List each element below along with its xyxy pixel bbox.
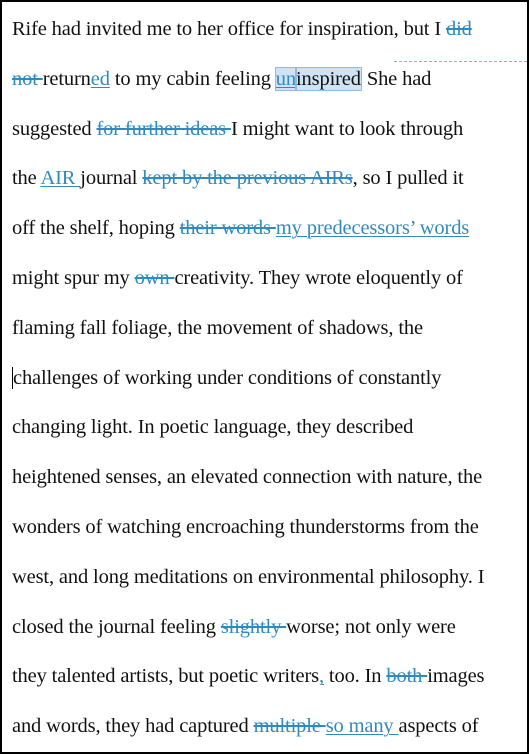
inserted-text[interactable]: , xyxy=(318,665,324,688)
deleted-text[interactable]: not xyxy=(12,67,43,90)
text-run: changing light. In poetic language, they described xyxy=(12,416,414,439)
text-run: might spur my xyxy=(12,267,135,289)
document-line xyxy=(12,114,463,144)
text-run: closed the journal feeling xyxy=(12,615,221,638)
text-run: flaming fall foliage, the movement of shadows, the xyxy=(12,316,423,339)
document-line xyxy=(12,213,469,243)
deleted-text[interactable]: both xyxy=(386,665,428,688)
selected-text[interactable]: inspired xyxy=(296,67,361,90)
inserted-text[interactable]: ed xyxy=(90,67,110,90)
document-line xyxy=(12,263,463,293)
text-run: wonders of watching encroaching thunderstorms from the xyxy=(12,516,479,538)
deleted-text[interactable]: did xyxy=(445,18,472,40)
document-line xyxy=(12,661,484,691)
deleted-text[interactable]: own xyxy=(134,267,175,289)
text-run: return xyxy=(42,67,91,90)
deleted-text[interactable]: their words xyxy=(179,217,276,240)
deleted-text[interactable]: kept by the previous AIRs xyxy=(142,167,353,190)
inserted-text[interactable]: my predecessors’ words xyxy=(275,217,470,240)
text-run: the xyxy=(12,167,41,190)
text-run: worse; not only were xyxy=(286,615,456,638)
document-line xyxy=(12,711,478,741)
document-line xyxy=(12,64,431,94)
text-run: , so I pulled it xyxy=(352,167,464,190)
text-run: journal xyxy=(80,167,143,190)
document-line xyxy=(12,462,482,492)
text-run: I might want to look through xyxy=(230,117,464,140)
text-run: images xyxy=(427,665,485,688)
text-run: and words, they had captured xyxy=(12,715,254,738)
deleted-text[interactable]: slightly xyxy=(220,615,287,638)
text-run: She had xyxy=(361,67,432,90)
document-line xyxy=(12,163,464,193)
document-line xyxy=(12,562,484,592)
inserted-text[interactable]: AIR xyxy=(40,167,81,190)
document-line xyxy=(12,14,472,44)
document-line xyxy=(12,363,441,393)
text-run: Rife had invited me to her office for inspiration, but I xyxy=(12,18,446,40)
text-run: creativity. They wrote eloquently of xyxy=(174,267,463,289)
inserted-text[interactable]: so many xyxy=(325,715,399,738)
text-run: to my cabin feeling xyxy=(109,67,276,90)
text-run: aspects of xyxy=(398,715,479,738)
text-run: heightened senses, an elevated connection with nature, the xyxy=(12,466,483,489)
document-line xyxy=(12,512,479,542)
text-run: suggested xyxy=(12,117,97,140)
text-run: challenges of working under conditions of constantly xyxy=(13,366,442,389)
text-run: west, and long meditations on environmental philosophy. I xyxy=(12,565,485,588)
text-run: off the shelf, hoping xyxy=(12,217,180,240)
text-run: too. In xyxy=(323,665,387,688)
document-line xyxy=(12,612,456,642)
deleted-text[interactable]: for further ideas xyxy=(96,117,231,140)
deleted-text[interactable]: multiple xyxy=(253,715,326,738)
revision-guide-line xyxy=(394,61,527,62)
document-line xyxy=(12,313,423,343)
inserted-selected-text[interactable]: un xyxy=(275,67,296,90)
text-run: they talented artists, but poetic writers xyxy=(12,665,319,688)
document-line xyxy=(12,412,413,442)
